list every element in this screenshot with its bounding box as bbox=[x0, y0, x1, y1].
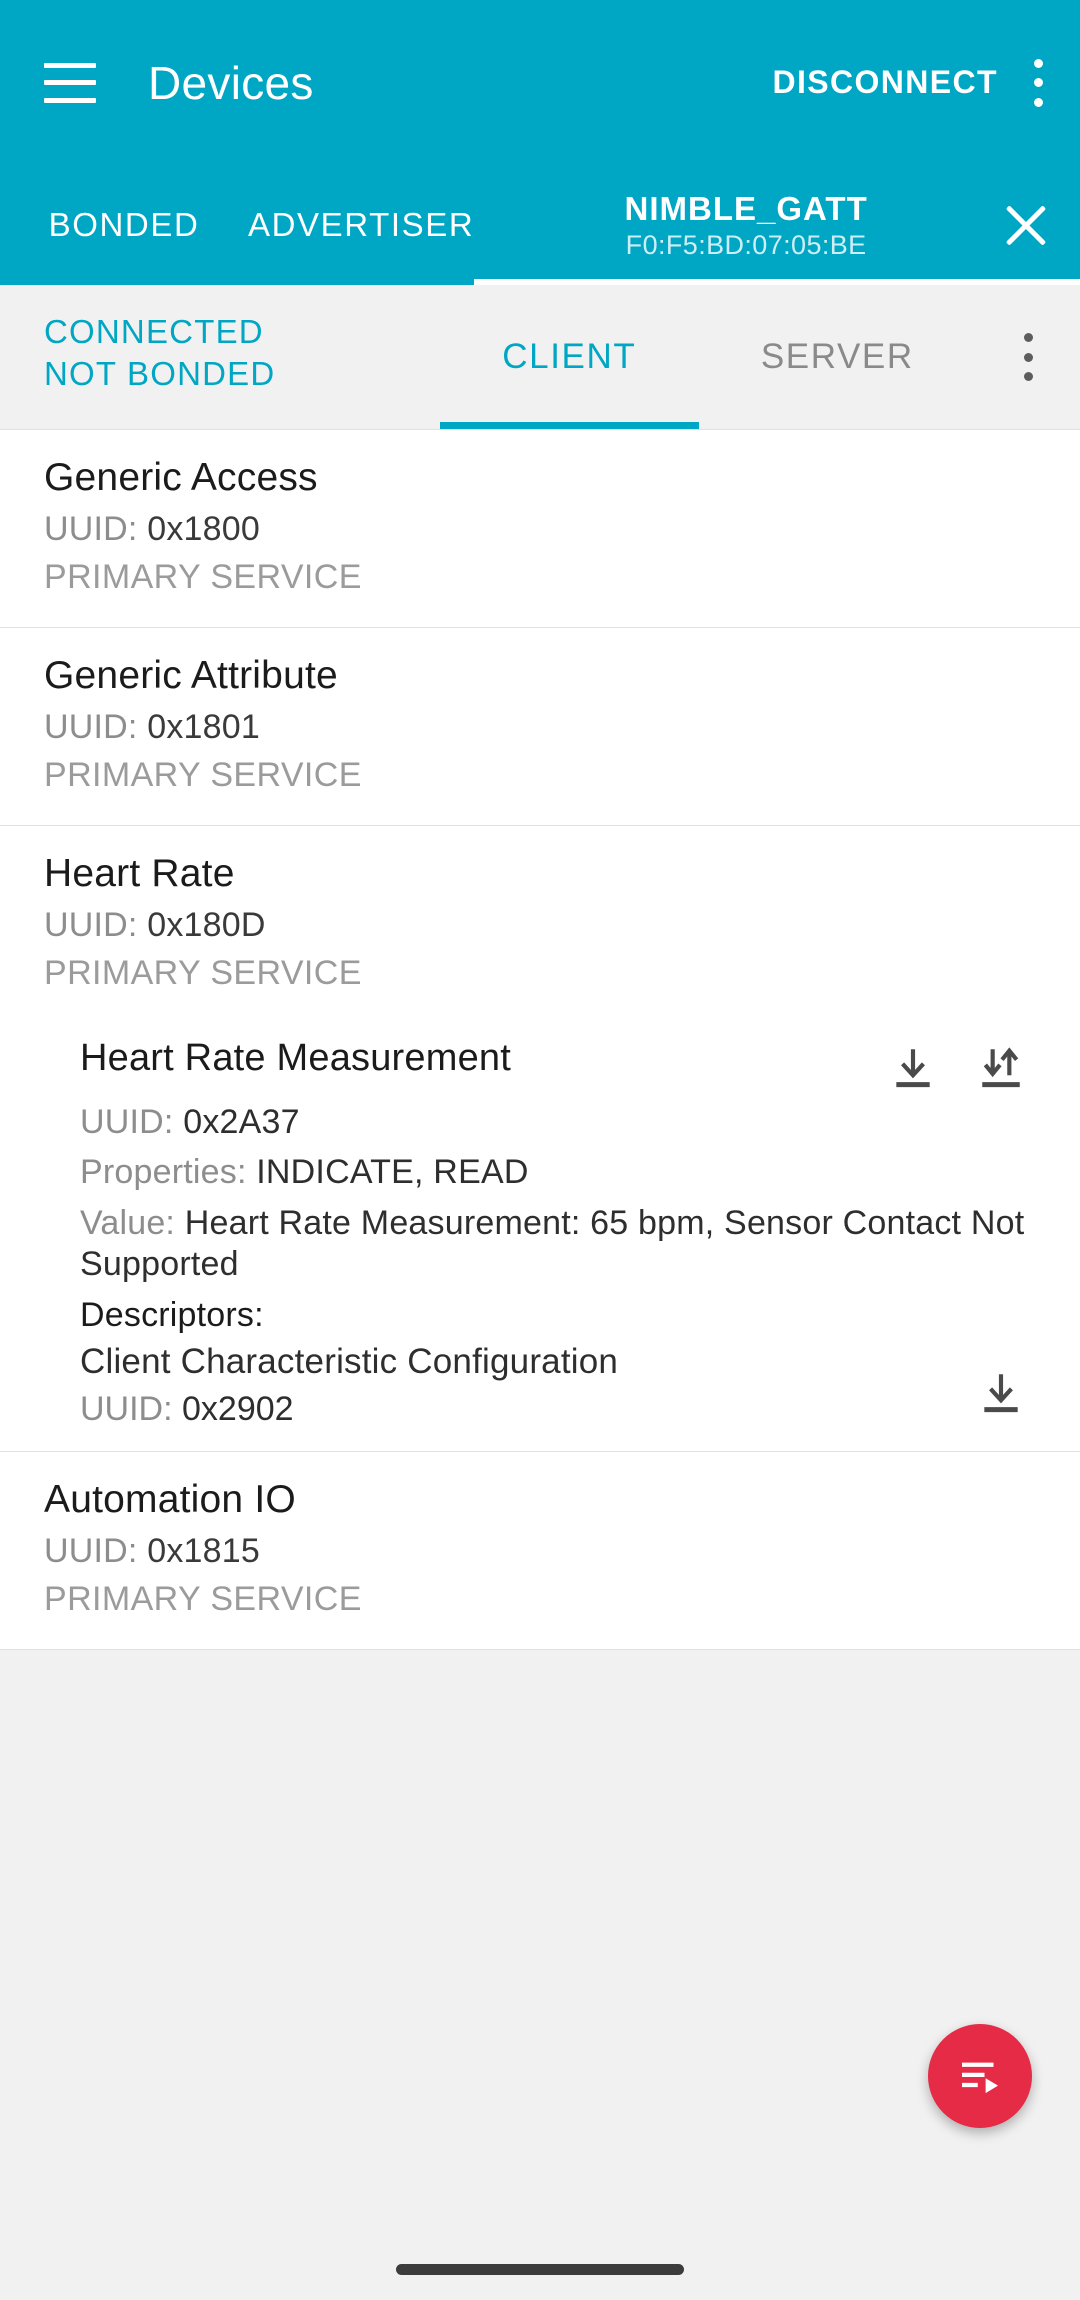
list-item-expanded bbox=[0, 826, 1080, 1452]
download-read-icon[interactable] bbox=[888, 1043, 938, 1093]
uuid-label: UUID: bbox=[44, 708, 138, 746]
uuid-label: UUID: bbox=[44, 1532, 138, 1571]
service-type: PRIMARY SERVICE bbox=[44, 756, 362, 794]
tab-advertiser[interactable]: ADVERTISER bbox=[248, 206, 475, 243]
client-server-tabs bbox=[440, 285, 976, 429]
tab-device-nimble-gatt[interactable] bbox=[474, 165, 1080, 285]
kebab-menu-icon[interactable] bbox=[1022, 331, 1034, 383]
list-item[interactable] bbox=[0, 826, 1080, 1011]
home-gesture-pill[interactable] bbox=[396, 2264, 684, 2275]
descriptor-item[interactable] bbox=[80, 1342, 1036, 1429]
tab-bonded[interactable]: BONDED bbox=[48, 206, 200, 243]
tab-server[interactable]: SERVER bbox=[760, 337, 914, 376]
service-uuid-value: 0x1815 bbox=[147, 1532, 260, 1571]
service-uuid-value: 0x180D bbox=[147, 906, 266, 944]
service-name: Automation IO bbox=[44, 1478, 296, 1522]
service-uuid-value: 0x1800 bbox=[147, 510, 260, 548]
kebab-menu-icon[interactable] bbox=[1032, 57, 1044, 109]
characteristic-properties-row bbox=[80, 1152, 1036, 1193]
gatt-service-list[interactable] bbox=[0, 430, 1080, 2300]
uuid-label: UUID: bbox=[44, 510, 138, 548]
device-tab-name: NIMBLE_GATT bbox=[624, 189, 868, 227]
characteristic-value: Heart Rate Measurement: 65 bpm, Sensor Contact Not Supported bbox=[80, 1203, 1025, 1284]
characteristic-actions bbox=[888, 1037, 1026, 1093]
service-uuid-row bbox=[44, 1532, 1036, 1571]
device-tab-address: F0:F5:BD:07:05:BE bbox=[625, 229, 867, 260]
uuid-label: UUID: bbox=[80, 1390, 173, 1429]
characteristic-uuid-value: 0x2A37 bbox=[183, 1103, 300, 1141]
status-bonded: NOT BONDED bbox=[44, 355, 276, 392]
notify-subscribe-icon[interactable] bbox=[976, 1043, 1026, 1093]
service-name: Generic Access bbox=[44, 456, 318, 499]
service-uuid-row bbox=[44, 510, 1036, 549]
status-overflow-wrap bbox=[976, 285, 1080, 429]
characteristic-item[interactable] bbox=[0, 1011, 1080, 1451]
connection-status-bar bbox=[0, 285, 1080, 430]
run-macro-fab[interactable] bbox=[928, 2024, 1032, 2128]
service-uuid-value: 0x1801 bbox=[147, 708, 260, 746]
list-item[interactable] bbox=[0, 628, 1080, 826]
service-name: Generic Attribute bbox=[44, 654, 338, 697]
service-name: Heart Rate bbox=[44, 852, 235, 895]
download-read-icon[interactable] bbox=[976, 1368, 1026, 1418]
uuid-label: UUID: bbox=[80, 1103, 174, 1141]
characteristic-properties-value: INDICATE, READ bbox=[256, 1153, 529, 1192]
properties-label: Properties: bbox=[80, 1153, 247, 1192]
service-uuid-row bbox=[44, 906, 1036, 945]
hamburger-menu-icon[interactable] bbox=[44, 63, 96, 103]
service-type: PRIMARY SERVICE bbox=[44, 1580, 362, 1619]
characteristic-header bbox=[80, 1037, 1036, 1093]
descriptor-uuid-row bbox=[80, 1390, 976, 1429]
connection-status bbox=[0, 285, 440, 429]
value-label: Value: bbox=[80, 1203, 176, 1242]
page-title: Devices bbox=[148, 56, 314, 109]
app-bar-top-row bbox=[0, 0, 1080, 165]
descriptor-uuid-value: 0x2902 bbox=[182, 1390, 294, 1429]
device-tab-labels bbox=[498, 190, 994, 261]
device-tab-bar bbox=[0, 165, 1080, 285]
service-type: PRIMARY SERVICE bbox=[44, 954, 362, 992]
close-icon[interactable] bbox=[994, 193, 1058, 257]
system-navigation-bar bbox=[0, 2238, 1080, 2300]
characteristic-name: Heart Rate Measurement bbox=[80, 1037, 512, 1079]
list-item[interactable] bbox=[0, 430, 1080, 628]
service-uuid-row bbox=[44, 708, 1036, 747]
characteristic-uuid-row bbox=[80, 1102, 1036, 1143]
descriptor-name: Client Characteristic Configuration bbox=[80, 1342, 619, 1382]
app-bar bbox=[0, 0, 1080, 285]
service-type: PRIMARY SERVICE bbox=[44, 558, 362, 596]
app-bar-actions bbox=[772, 57, 1044, 109]
tab-client[interactable]: CLIENT bbox=[440, 285, 699, 429]
uuid-label: UUID: bbox=[44, 906, 138, 944]
status-connected: CONNECTED bbox=[44, 313, 264, 350]
descriptors-label: Descriptors: bbox=[80, 1295, 264, 1334]
characteristic-value-row bbox=[80, 1203, 1036, 1286]
descriptor-texts bbox=[80, 1342, 976, 1429]
list-item[interactable] bbox=[0, 1452, 1080, 1650]
disconnect-button[interactable]: DISCONNECT bbox=[772, 64, 998, 100]
run-macro-icon bbox=[953, 2049, 1007, 2103]
